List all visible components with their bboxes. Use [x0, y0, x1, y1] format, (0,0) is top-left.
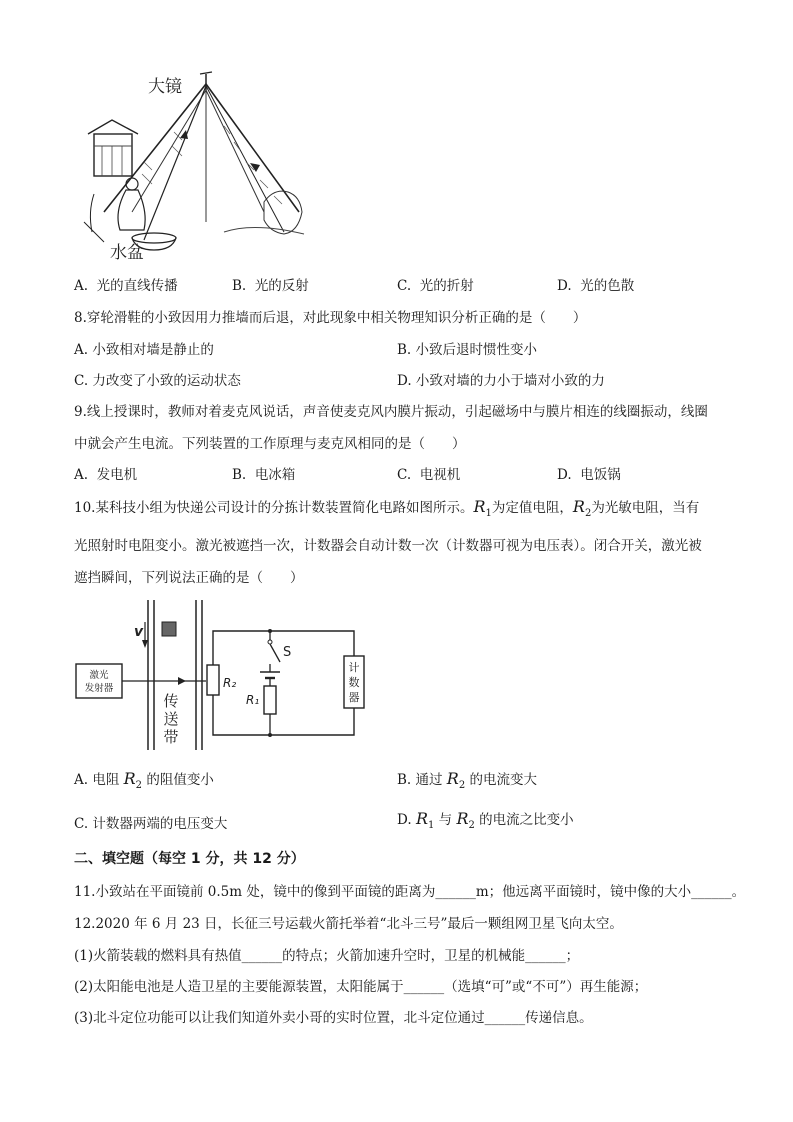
q9-option-c: C. 电视机: [397, 467, 461, 483]
laser-emitter-label-1: 激光: [89, 670, 109, 681]
q8-stem: 8.穿轮滑鞋的小致因用力推墙而后退，对此现象中相关物理知识分析正确的是（ ）: [74, 310, 587, 326]
q10-stem-line2: 光照射时电阻变小。激光被遮挡一次，计数器会自动计数一次（计数器可视为电压表）。闭合开关，激光被: [74, 538, 702, 554]
counter-circuit-diagram: [74, 598, 374, 750]
q9-stem-line2: 中就会产生电流。下列装置的工作原理与麦克风相同的是（ ）: [74, 436, 466, 452]
switch-label: S: [283, 645, 292, 660]
q10-option-a: A. 电阻 $R_2$ 的阻值变小: [74, 769, 214, 792]
belt-label-1: 传: [163, 692, 179, 710]
q10-option-b: B. 通过 $R_2$ 的电流变大: [397, 769, 538, 792]
q7-option-a: A. 光的直线传播: [74, 278, 178, 294]
q8-option-a: A. 小致相对墙是静止的: [74, 342, 214, 358]
q12-part-3: (3)北斗定位功能可以让我们知道外卖小哥的实时位置，北斗定位通过______传递信息。: [74, 1010, 593, 1026]
r2-symbol: $R_2$: [572, 497, 592, 520]
q10-stem-line1: 10.某科技小组为快递公司设计的分拣计数装置简化电路如图所示。$R_1$为定值电阻，$R_2$为光敏电阻，当有: [74, 497, 700, 520]
q9-option-b: B. 电冰箱: [232, 467, 296, 483]
q8-option-c: C. 力改变了小致的运动状态: [74, 373, 241, 389]
r1-resistor: [264, 686, 276, 714]
basin-label: 水盆: [110, 243, 144, 262]
q7-option-b: B. 光的反射: [232, 278, 309, 294]
q7-option-d: D. 光的色散: [557, 278, 635, 294]
r2-label: R₂: [223, 676, 237, 690]
section-2-title: 二、填空题（每空 1 分，共 12 分）: [74, 851, 305, 867]
r1-label: R₁: [246, 693, 260, 707]
q10-option-c: C. 计数器两端的电压变大: [74, 816, 228, 832]
laser-emitter-label-2: 发射器: [84, 683, 114, 694]
r1-symbol: $R_1$: [473, 497, 492, 520]
counter-label-3: 器: [348, 691, 360, 704]
q12-part-2: (2)太阳能电池是人造卫星的主要能源装置，太阳能属于______（选填“可”或“不可”）再生能源；: [74, 979, 648, 995]
q7-option-c: C. 光的折射: [397, 278, 474, 294]
q10-option-d: D. $R_1$ 与 $R_2$ 的电流之比变小: [397, 809, 574, 832]
counter-label-1: 计: [348, 661, 360, 674]
q10-stem-line3: 遮挡瞬间，下列说法正确的是（ ）: [74, 570, 304, 586]
q8-option-d: D. 小致对墙的力小于墙对小致的力: [397, 373, 605, 389]
q9-option-a: A. 发电机: [74, 467, 138, 483]
q9-option-d: D. 电饭锅: [557, 467, 621, 483]
mirror-illustration: [74, 62, 314, 262]
q8-option-b: B. 小致后退时惯性变小: [397, 342, 538, 358]
q11-stem: 11.小致站在平面镜前 0.5m 处，镜中的像到平面镜的距离为______m；他远离平面镜时，镜中像的大小______。: [74, 884, 746, 900]
q9-stem-line1: 9.线上授课时，教师对着麦克风说话，声音使麦克风内膜片振动，引起磁场中与膜片相连的线圈振动，线圈: [74, 404, 708, 420]
q12-part-1: (1)火箭装载的燃料具有热值______的特点；火箭加速升空时，卫星的机械能______；: [74, 948, 580, 964]
belt-label-3: 带: [163, 728, 179, 746]
belt-label-2: 送: [163, 710, 179, 728]
q12-stem: 12.2020 年 6 月 23 日，长征三号运载火箭托举着“北斗三号”最后一颗组网卫星飞向太空。: [74, 916, 623, 932]
velocity-label: v: [134, 624, 144, 640]
package-block: [162, 622, 176, 636]
mirror-label: 大镜: [148, 77, 182, 97]
r2-resistor: [207, 665, 219, 695]
counter-label-2: 数: [348, 676, 360, 689]
